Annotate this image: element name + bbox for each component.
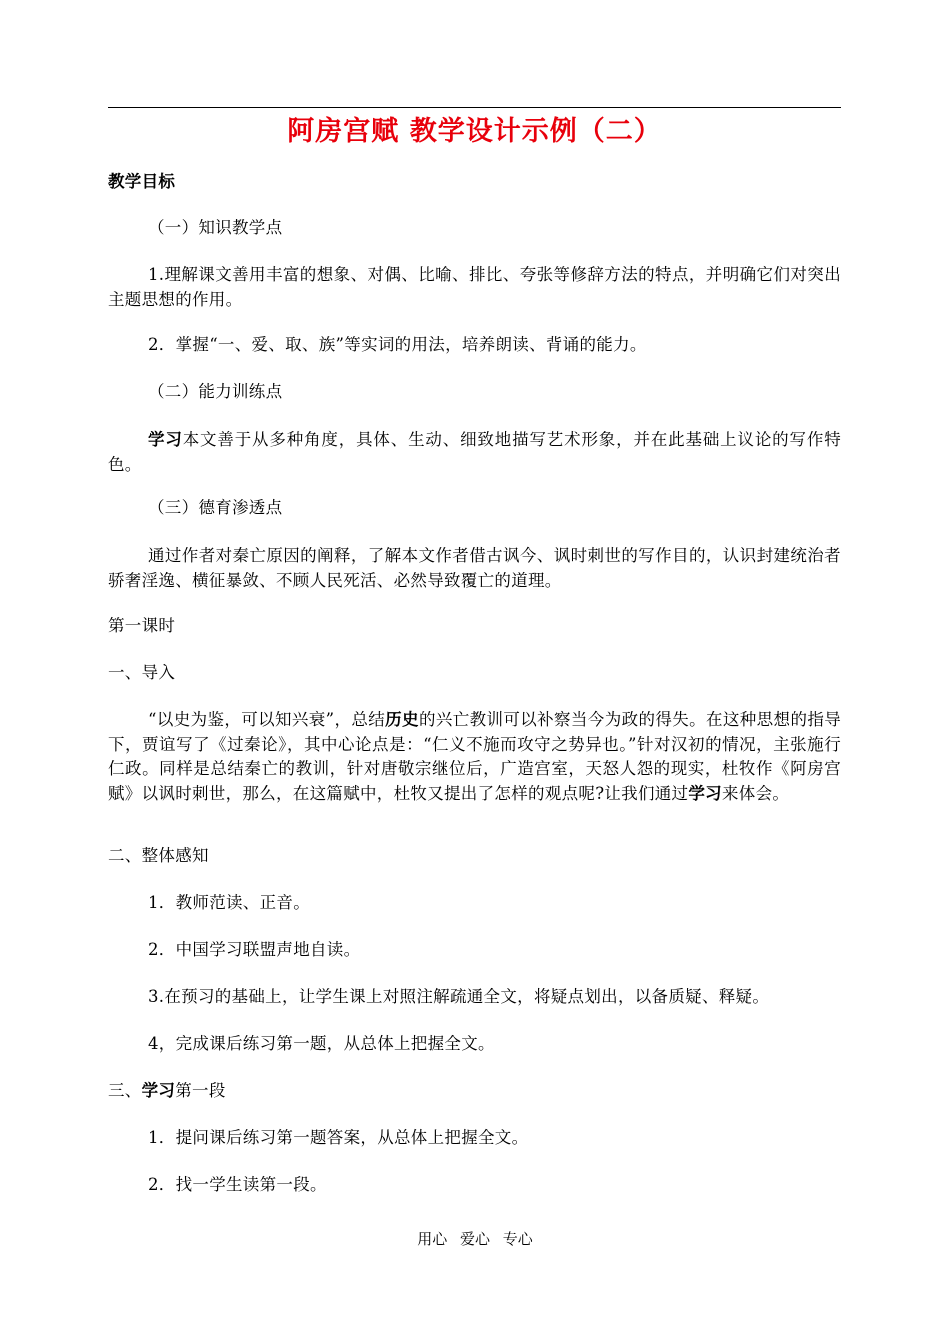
overall-heading: 二、整体感知	[108, 846, 209, 865]
goal-item-1: 1.理解课文善用丰富的想象、对偶、比喻、排比、夸张等修辞方法的特点，并明确它们对突出主题思想的作用。	[108, 265, 841, 309]
goals-heading: 教学目标	[108, 172, 176, 191]
study-item: 1．提问课后练习第一题答案，从总体上把握全文。	[148, 1128, 529, 1147]
bold-keyword: 历史	[385, 710, 419, 729]
overall-item: 1．教师范读、正音。	[148, 893, 310, 912]
study-item: 2．找一学生读第一段。	[148, 1175, 327, 1194]
lesson-label: 第一课时	[108, 616, 176, 635]
study-heading-prefix: 三、	[108, 1081, 142, 1100]
goal-item-2: 2．掌握“一、爱、取、族”等实词的用法，培养朗读、背诵的能力。	[148, 335, 647, 354]
intro-text-1: “以史为鉴，可以知兴衰”，总结	[148, 710, 386, 729]
intro-text-3: 来体会。	[721, 783, 790, 803]
overall-item: 3.在预习的基础上，让学生课上对照注解疏通全文，将疑点划出，以备质疑、释疑。	[148, 987, 770, 1006]
ability-text: 本文善于从多种角度，具体、生动、细致地描写艺术形象，并在此基础上议论的写作特色。	[108, 430, 841, 474]
header-rule	[108, 107, 841, 108]
bold-keyword: 学习	[688, 783, 722, 803]
study-heading-suffix: 第一段	[175, 1081, 226, 1100]
page-title: 阿房宫赋 教学设计示例（二）	[287, 116, 662, 147]
moral-paragraph: 通过作者对秦亡原因的阐释，了解本文作者借古讽今、讽时刺世的写作目的，认识封建统治者骄奢淫逸、横征暴敛、不顾人民死活、必然导致覆亡的道理。	[108, 546, 841, 590]
bold-keyword: 学习	[141, 1081, 176, 1100]
overall-item: 2．中国学习联盟声地自读。	[148, 940, 361, 959]
intro-heading: 一、导入	[108, 663, 176, 682]
section-moral: （三）德育渗透点	[148, 498, 283, 517]
bold-keyword: 学习	[148, 430, 183, 449]
overall-item: 4，完成课后练习第一题，从总体上把握全文。	[148, 1034, 495, 1053]
page-footer: 用心 爱心 专心	[417, 1230, 533, 1248]
intro-text-2: 的兴亡教训可以补察当今为政的得失。在这种思想的指导下，贾谊写了《过秦论》，其中心论点是：“仁义不施而攻守之势异也。”针对汉初的情况，主张施行仁政。同样是总结秦亡的教训，针对唐敬宗继位后，广造宫室，天怒人怨的现实，杜牧作《阿房宫赋》以讽时刺世，那么，在这篇赋中，杜牧又提出了怎样的观点呢?让我们通过	[108, 710, 842, 803]
ability-paragraph	[108, 428, 841, 477]
section-knowledge: （一）知识教学点	[148, 218, 283, 237]
study-heading	[108, 1079, 841, 1104]
section-ability: （二）能力训练点	[148, 382, 283, 401]
intro-paragraph	[108, 708, 841, 806]
